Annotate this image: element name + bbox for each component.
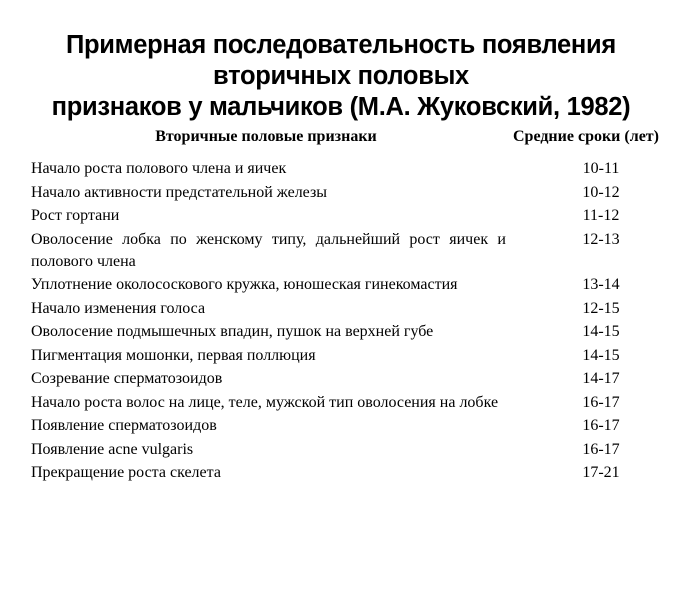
table-header-row bbox=[26, 128, 666, 158]
row-term: 16-17 bbox=[582, 393, 620, 411]
row-term: 16-17 bbox=[582, 417, 620, 434]
row-sign: Созревание сперматозоидов bbox=[31, 370, 223, 387]
table-row bbox=[26, 229, 666, 275]
row-sign: Появление acne vulgaris bbox=[31, 440, 194, 458]
row-sign: Начало изменения голоса bbox=[31, 299, 206, 317]
row-term: 12-13 bbox=[582, 230, 620, 248]
row-sign: Уплотнение околососкового кружка, юношеская гинекомастия bbox=[31, 276, 458, 293]
secondary-signs-table bbox=[26, 128, 666, 486]
row-term: 17-21 bbox=[582, 464, 620, 481]
row-term: 14-17 bbox=[582, 370, 620, 387]
row-sign: Начало активности предстательной железы bbox=[31, 183, 328, 201]
slide-title bbox=[0, 30, 682, 123]
table-row bbox=[26, 439, 666, 463]
table-row bbox=[26, 345, 666, 369]
row-sign: Начало роста волос на лице, теле, мужской тип оволосения на лобке bbox=[31, 393, 499, 411]
table-row bbox=[26, 462, 666, 486]
row-sign: Рост гортани bbox=[31, 207, 120, 224]
row-term: 16-17 bbox=[582, 440, 620, 458]
title-line-1: Примерная последовательность появления bbox=[66, 31, 616, 59]
row-sign: Начало роста полового члена и яичек bbox=[31, 160, 287, 177]
row-term: 10-11 bbox=[582, 160, 620, 177]
row-term: 14-15 bbox=[582, 323, 620, 340]
table-row bbox=[26, 158, 666, 182]
table-row bbox=[26, 182, 666, 206]
row-sign: Оволосение лобка по женскому типу, дальнейший рост яичек и полового члена bbox=[31, 230, 506, 270]
header-average-terms: Средние сроки (лет) bbox=[512, 128, 659, 145]
row-sign: Пигментация мошонки, первая поллюция bbox=[31, 346, 316, 364]
row-sign: Прекращение роста скелета bbox=[31, 464, 221, 481]
row-term: 14-15 bbox=[582, 346, 620, 364]
table-row bbox=[26, 321, 666, 345]
table-row bbox=[26, 415, 666, 439]
row-sign: Появление сперматозоидов bbox=[31, 417, 217, 434]
table-row bbox=[26, 298, 666, 322]
table-row bbox=[26, 274, 666, 298]
row-term: 11-12 bbox=[582, 207, 620, 224]
header-secondary-signs: Вторичные половые признаки bbox=[155, 128, 377, 145]
row-term: 10-12 bbox=[582, 183, 620, 201]
title-line-3: признаков у мальчиков (М.А. Жуковский, 1982) bbox=[51, 93, 631, 121]
table-row bbox=[26, 368, 666, 392]
title-line-2: вторичных половых bbox=[213, 62, 469, 90]
table-row bbox=[26, 392, 666, 416]
row-sign: Оволосение подмышечных впадин, пушок на верхней губе bbox=[31, 323, 434, 340]
row-term: 12-15 bbox=[582, 299, 620, 317]
row-term: 13-14 bbox=[582, 276, 620, 293]
table-row bbox=[26, 205, 666, 229]
